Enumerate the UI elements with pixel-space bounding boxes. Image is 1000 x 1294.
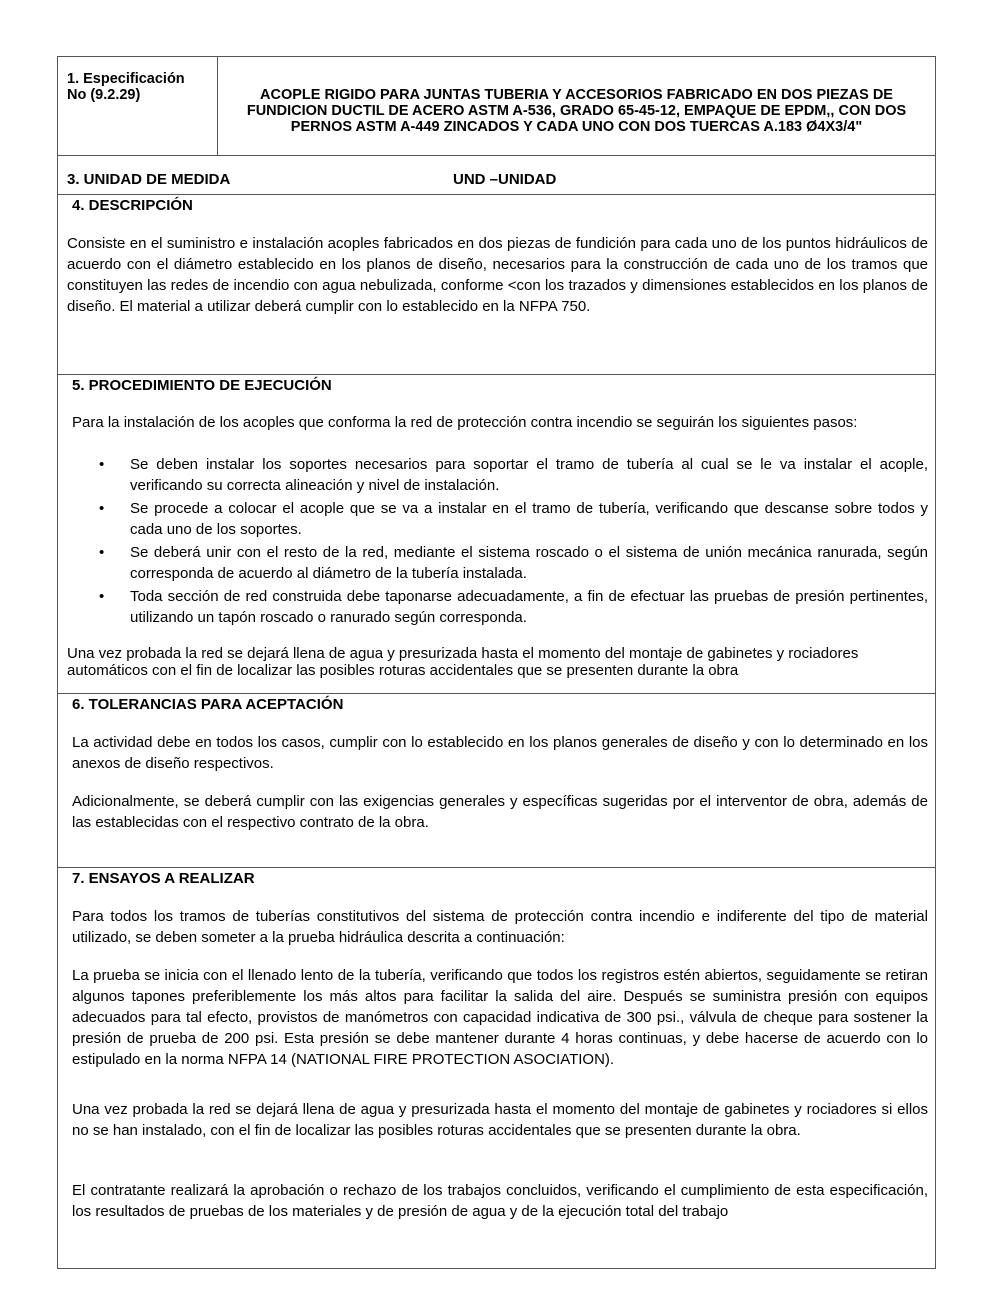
step-text: Se deberá unir con el resto de la red, mediante el sistema roscado o el sistema de unión mecánica ranurada, según corresponda de acuerdo al diámetro de la tubería instalada. bbox=[130, 544, 928, 582]
procedure-intro: Para la instalación de los acoples que conforma la red de protección contra incendio se seguirán los siguientes pasos: bbox=[72, 414, 858, 431]
bullet-icon: • bbox=[99, 588, 105, 605]
list-item bbox=[72, 586, 928, 628]
list-item bbox=[72, 498, 928, 540]
unit-value: UND –UNIDAD bbox=[453, 171, 557, 188]
procedure-steps bbox=[72, 454, 928, 630]
tests-paragraph-2: La prueba se inicia con el llenado lento de la tubería, verificando que todos los registros estén abiertos, seguidamente se retiran algunos tapones preferiblemente los más altos para facilitar la salida del aire. Después se suministra presión con equipos adecuados para tal efecto, provistos de manómetros con capacidad indicativa de 300 psi., válvula de cheque para sostener la presión de prueba de 200 psi. Esta presión se debe mantener durante 4 horas continuas, y debe hacerse de acuerdo con lo estipulado en la norma NFPA 14 (NATIONAL FIRE PROTECTION ASOCIATION). bbox=[72, 967, 928, 1068]
procedure-title: 5. PROCEDIMIENTO DE EJECUCIÓN bbox=[72, 377, 332, 394]
bullet-icon: • bbox=[99, 544, 105, 561]
tolerances-paragraph-2: Adicionalmente, se deberá cumplir con las exigencias generales y específicas sugeridas por el interventor de obra, además de las establecidas con el respectivo contrato de la obra. bbox=[72, 793, 928, 831]
list-item bbox=[72, 542, 928, 584]
unit-row bbox=[58, 156, 935, 195]
spec-number-label: 1. Especificación No (9.2.29) bbox=[58, 57, 218, 155]
spec-title: ACOPLE RIGIDO PARA JUNTAS TUBERIA Y ACCESORIOS FABRICADO EN DOS PIEZAS DE FUNDICION DUCTIL DE ACERO ASTM A-536, GRADO 65-45-12, EMPAQUE DE EPDM,, CON DOS PERNOS ASTM A-449 ZINCADOS Y CADA UNO CON DOS TUERCAS A.183 Ø4X3/4" bbox=[246, 87, 907, 135]
tolerances-paragraph-1: La actividad debe en todos los casos, cumplir con lo establecido en los planos generales de diseño y con lo determinado en los anexos de diseño respectivos. bbox=[72, 734, 928, 772]
tests-paragraph-3: Una vez probada la red se dejará llena de agua y presurizada hasta el momento del montaje de gabinetes y rociadores si ellos no se han instalado, con el fin de localizar las posibles roturas accidentales que se presenten durante la obra. bbox=[72, 1101, 928, 1139]
list-item bbox=[72, 454, 928, 496]
tests-title: 7. ENSAYOS A REALIZAR bbox=[72, 870, 255, 887]
tolerances-section bbox=[58, 694, 935, 868]
tests-paragraph-1: Para todos los tramos de tuberías constitutivos del sistema de protección contra incendio e indiferente del tipo de material utilizado, se deben someter a la prueba hidráulica descrita a continuación: bbox=[72, 908, 928, 946]
bullet-icon: • bbox=[99, 500, 105, 517]
description-title: 4. DESCRIPCIÓN bbox=[72, 197, 193, 214]
step-text: Toda sección de red construida debe taponarse adecuadamente, a fin de efectuar las pruebas de presión pertinentes, utilizando un tapón roscado o ranurado según corresponda. bbox=[130, 588, 928, 626]
step-text: Se procede a colocar el acople que se va a instalar en el tramo de tubería, verificando que descanse sobre todos y cada uno de los soportes. bbox=[130, 500, 928, 538]
procedure-closing: Una vez probada la red se dejará llena de agua y presurizada hasta el momento del montaje de gabinetes y rociadores automáticos con el fin de localizar las posibles roturas accidentales que se presenten durante la obra bbox=[67, 645, 859, 679]
tests-section bbox=[58, 868, 935, 1270]
tolerances-title: 6. TOLERANCIAS PARA ACEPTACIÓN bbox=[72, 696, 344, 713]
unit-label: 3. UNIDAD DE MEDIDA bbox=[67, 171, 231, 188]
description-text: Consiste en el suministro e instalación acoples fabricados en dos piezas de fundición para cada uno de los puntos hidráulicos de acuerdo con el diámetro establecido en los planos de diseño, necesarios para la construcción de cada uno de los tramos que constituyen las redes de incendio con agua nebulizada, conforme <con los trazados y dimensiones establecidos en los planos de diseño. El material a utilizar deberá cumplir con lo establecido en la NFPA 750. bbox=[67, 235, 928, 315]
tests-paragraph-4: El contratante realizará la aprobación o rechazo de los trabajos concluidos, verificando el cumplimiento de esta especificación, los resultados de pruebas de los materiales y de presión de agua y de la ejecución total del trabajo bbox=[72, 1182, 928, 1220]
specification-sheet bbox=[57, 56, 936, 1269]
header-row bbox=[58, 57, 935, 156]
procedure-section bbox=[58, 375, 935, 694]
step-text: Se deben instalar los soportes necesarios para soportar el tramo de tubería al cual se le va instalar el acople, verificando su correcta alineación y nivel de instalación. bbox=[130, 456, 928, 494]
description-section bbox=[58, 195, 935, 375]
bullet-icon: • bbox=[99, 456, 105, 473]
